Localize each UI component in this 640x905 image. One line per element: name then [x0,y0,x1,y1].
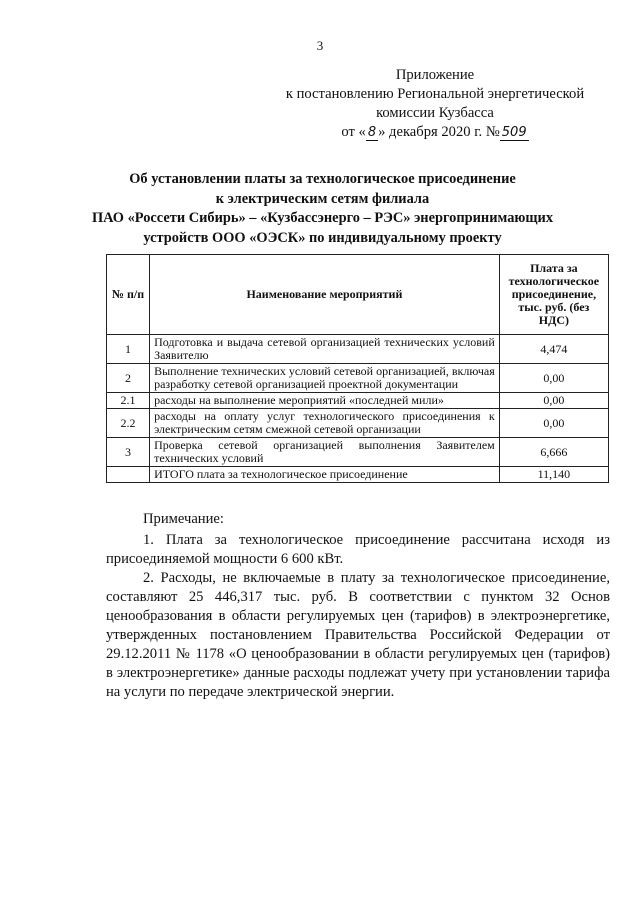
header-num: № п/п [107,255,150,335]
row-num: 1 [107,335,150,364]
row-name: Подготовка и выдача сетевой организацией технических условий Заявителю [150,335,500,364]
row-name: расходы на оплату услуг технологического присоединения к электрическим сетям смежной сетевой организации [150,409,500,438]
row-name: Проверка сетевой организацией выполнения Заявителем технических условий [150,438,500,467]
notes-section [106,510,610,702]
row-num: 3 [107,438,150,467]
row-fee: 0,00 [499,364,608,393]
row-fee: 4,474 [499,335,608,364]
total-num [107,467,150,483]
row-fee: 0,00 [499,409,608,438]
annex-header [280,66,590,142]
table-row [107,364,609,393]
annex-line-3: комиссии Кузбасса [376,105,494,121]
annex-day: 8 [367,125,377,140]
total-name: ИТОГО плата за технологическое присоединение [150,467,500,483]
annex-date-prefix: от « [341,124,366,140]
title-line-3: ПАО «Россети Сибирь» – «Кузбассэнерго – РЭС» энергопринимающих [91,210,554,226]
table-row [107,393,609,409]
header-fee: Плата за технологическое присоединение, тыс. руб. (без НДС) [499,255,608,335]
row-name: Выполнение технических условий сетевой организацией, включая разработку сетевой организацией проектной документации [150,364,500,393]
row-fee: 0,00 [499,393,608,409]
total-fee: 11,140 [499,467,608,483]
table-row [107,438,609,467]
table-total-row [107,467,609,483]
notes-title: Примечание: [143,511,224,527]
row-num: 2 [107,364,150,393]
row-num: 2.1 [107,393,150,409]
row-fee: 6,666 [499,438,608,467]
row-num: 2.2 [107,409,150,438]
page-number: 3 [316,38,324,53]
title-line-2: к электрическим сетям филиала [215,190,430,207]
annex-date-line [280,123,590,142]
annex-number: 509 [501,125,527,140]
table-row [107,335,609,364]
header-name: Наименование мероприятий [150,255,500,335]
note-item-1: 1. Плата за технологическое присоединение рассчитана исходя из присоединяемой мощности 6 600 кВт. [106,532,610,567]
title-line-4: устройств ООО «ОЭСК» по индивидуальному проекту [143,229,502,246]
table-row [107,409,609,438]
annex-line-2: к постановлению Региональной энергетической [285,86,585,102]
row-name: расходы на выполнение мероприятий «последней мили» [150,393,500,409]
document-title [90,170,555,248]
title-line-1: Об установлении платы за технологическое присоединение [129,171,516,187]
note-item-2: 2. Расходы, не включаемые в плату за технологическое присоединение, составляют 25 446,317 тыс. руб. В соответствии с пунктом 32 Основ ценообразования в области регулируемых цен (тарифов) в электроэнергетике, утвержденных постановлением Правительства Российской Федерации от 29.12.2011 № 1178 «О ценообразовании в области регулируемых цен (тарифов) в электроэнергетике» данные расходы подлежат учету при установлении тарифа на услуги по передаче электрической энергии. [106,570,610,700]
fees-table [106,254,609,483]
annex-title: Приложение [395,67,475,83]
table-header-row [107,255,609,335]
annex-date-middle: » декабря 2020 г. № [378,124,500,140]
